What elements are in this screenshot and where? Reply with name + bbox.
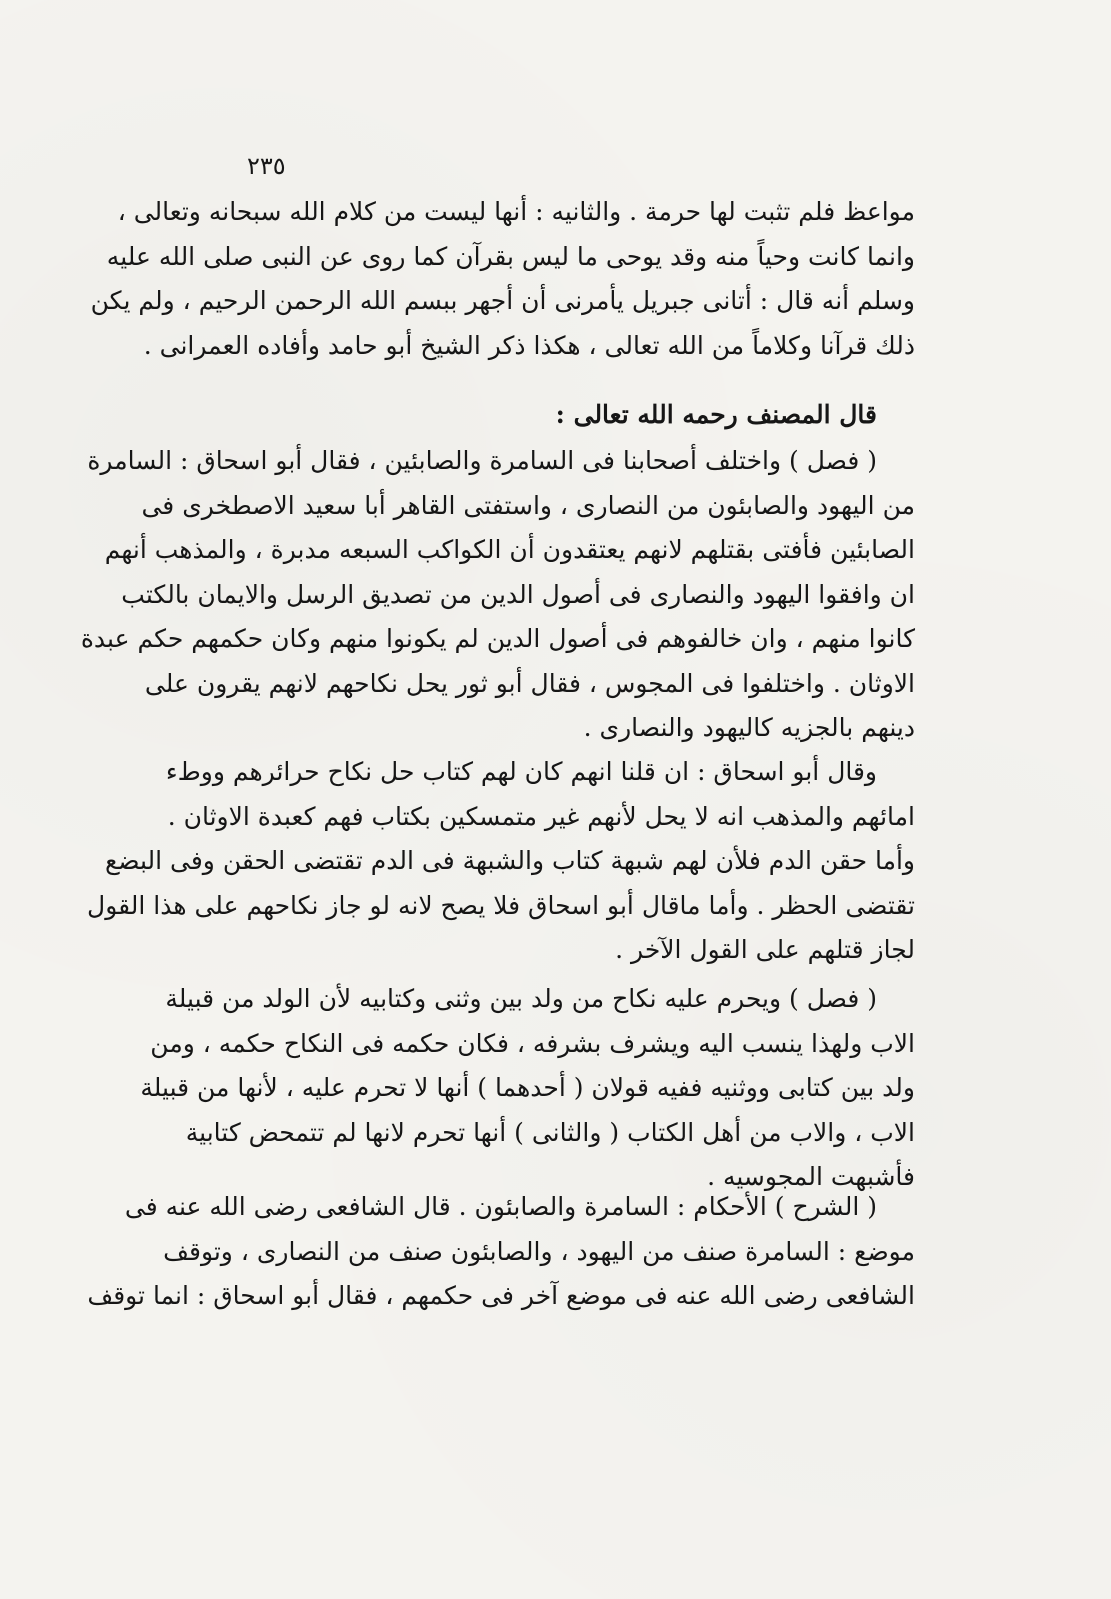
intro-paragraph xyxy=(90,190,915,368)
text-line: الاب ولهذا ينسب اليه ويشرف بشرفه ، فكان حكمه فى النكاح حكمه ، ومن xyxy=(150,1028,915,1058)
text-line: مواعظ فلم تثبت لها حرمة . والثانيه : أنها ليست من كلام الله سبحانه وتعالى ، xyxy=(117,197,915,226)
text-line: امائهم والمذهب انه لا يحل لأنهم غير متمسكين بكتاب فهم كعبدة الاوثان . xyxy=(167,801,915,831)
text-line: موضع : السامرة صنف من اليهود ، والصابئون صنف من النصارى ، وتوقف xyxy=(163,1236,915,1266)
page-number: ٢٣٥ xyxy=(247,152,286,180)
text-line: ذلك قرآنا وكلاماً من الله تعالى ، هكذا ذكر الشيخ أبو حامد وأفاده العمرانى . xyxy=(143,330,915,360)
fasl-nikah-paragraph xyxy=(140,977,915,1200)
text-line: وسلم أنه قال : أتانى جبريل يأمرنى أن أجهر ببسم الله الرحمن الرحيم ، ولم يكن xyxy=(90,286,915,315)
text-line: تقتضى الحظر . وأما ماقال أبو اسحاق فلا يصح لانه لو جاز نكاحهم على هذا القول xyxy=(87,890,915,920)
section-heading-block xyxy=(205,393,915,438)
text-line: ( فصل ) ويحرم عليه نكاح من ولد بين وثنى وكتابيه لأن الولد من قبيلة xyxy=(165,984,877,1013)
text-line: وأما حقن الدم فلأن لهم شبهة كتاب والشبهة فى الدم تقتضى الحقن وفى البضع xyxy=(104,846,915,875)
text-line: من اليهود والصابئون من النصارى ، واستفتى القاهر أبا سعيد الاصطخرى فى xyxy=(141,490,915,520)
text-line: ( فصل ) واختلف أصحابنا فى السامرة والصابئين ، فقال أبو اسحاق : السامرة xyxy=(87,446,877,475)
text-line: وقال أبو اسحاق : ان قلنا انهم كان لهم كتاب حل نكاح حرائرهم ووطء xyxy=(165,757,877,786)
fasl-samira-sabiin-paragraph xyxy=(80,439,915,751)
section-heading: قال المصنف رحمه الله تعالى : xyxy=(555,400,877,429)
text-line: ان وافقوا اليهود والنصارى فى أصول الدين من تصديق الرسل والايمان بالكتب xyxy=(121,579,915,609)
text-line: دينهم بالجزيه كاليهود والنصارى . xyxy=(583,713,915,742)
text-line: الصابئين فأفتى بقتلهم لانهم يعتقدون أن الكواكب السبعه مدبرة ، والمذهب أنهم xyxy=(104,535,915,564)
text-line: ( الشرح ) الأحكام : السامرة والصابئون . قال الشافعى رضى الله عنه فى xyxy=(124,1192,877,1221)
text-line: لجاز قتلهم على القول الآخر . xyxy=(615,935,915,964)
text-line: كانوا منهم ، وان خالفوهم فى أصول الدين لم يكونوا منهم وكان حكمهم حكم عبدة xyxy=(80,624,915,653)
text-line: وانما كانت وحياً منه وقد يوحى ما ليس بقرآن كما روى عن النبى صلى الله عليه xyxy=(106,241,915,271)
text-line: فأشبهت المجوسيه . xyxy=(707,1162,915,1191)
text-line: الشافعى رضى الله عنه فى موضع آخر فى حكمهم ، فقال أبو اسحاق : انما توقف xyxy=(87,1281,915,1310)
text-line: الاب ، والاب من أهل الكتاب ( والثانى ) أنها تحرم لانها لم تتمحض كتابية xyxy=(185,1117,915,1147)
text-line: ولد بين كتابى ووثنيه ففيه قولان ( أحدهما ) أنها لا تحرم عليه ، لأنها من قبيلة xyxy=(140,1073,915,1102)
abu-ishaq-paragraph xyxy=(87,750,915,973)
sharh-paragraph xyxy=(87,1185,915,1319)
text-line: الاوثان . واختلفوا فى المجوس ، فقال أبو ثور يحل نكاحهم لانهم يقرون على xyxy=(144,668,915,698)
